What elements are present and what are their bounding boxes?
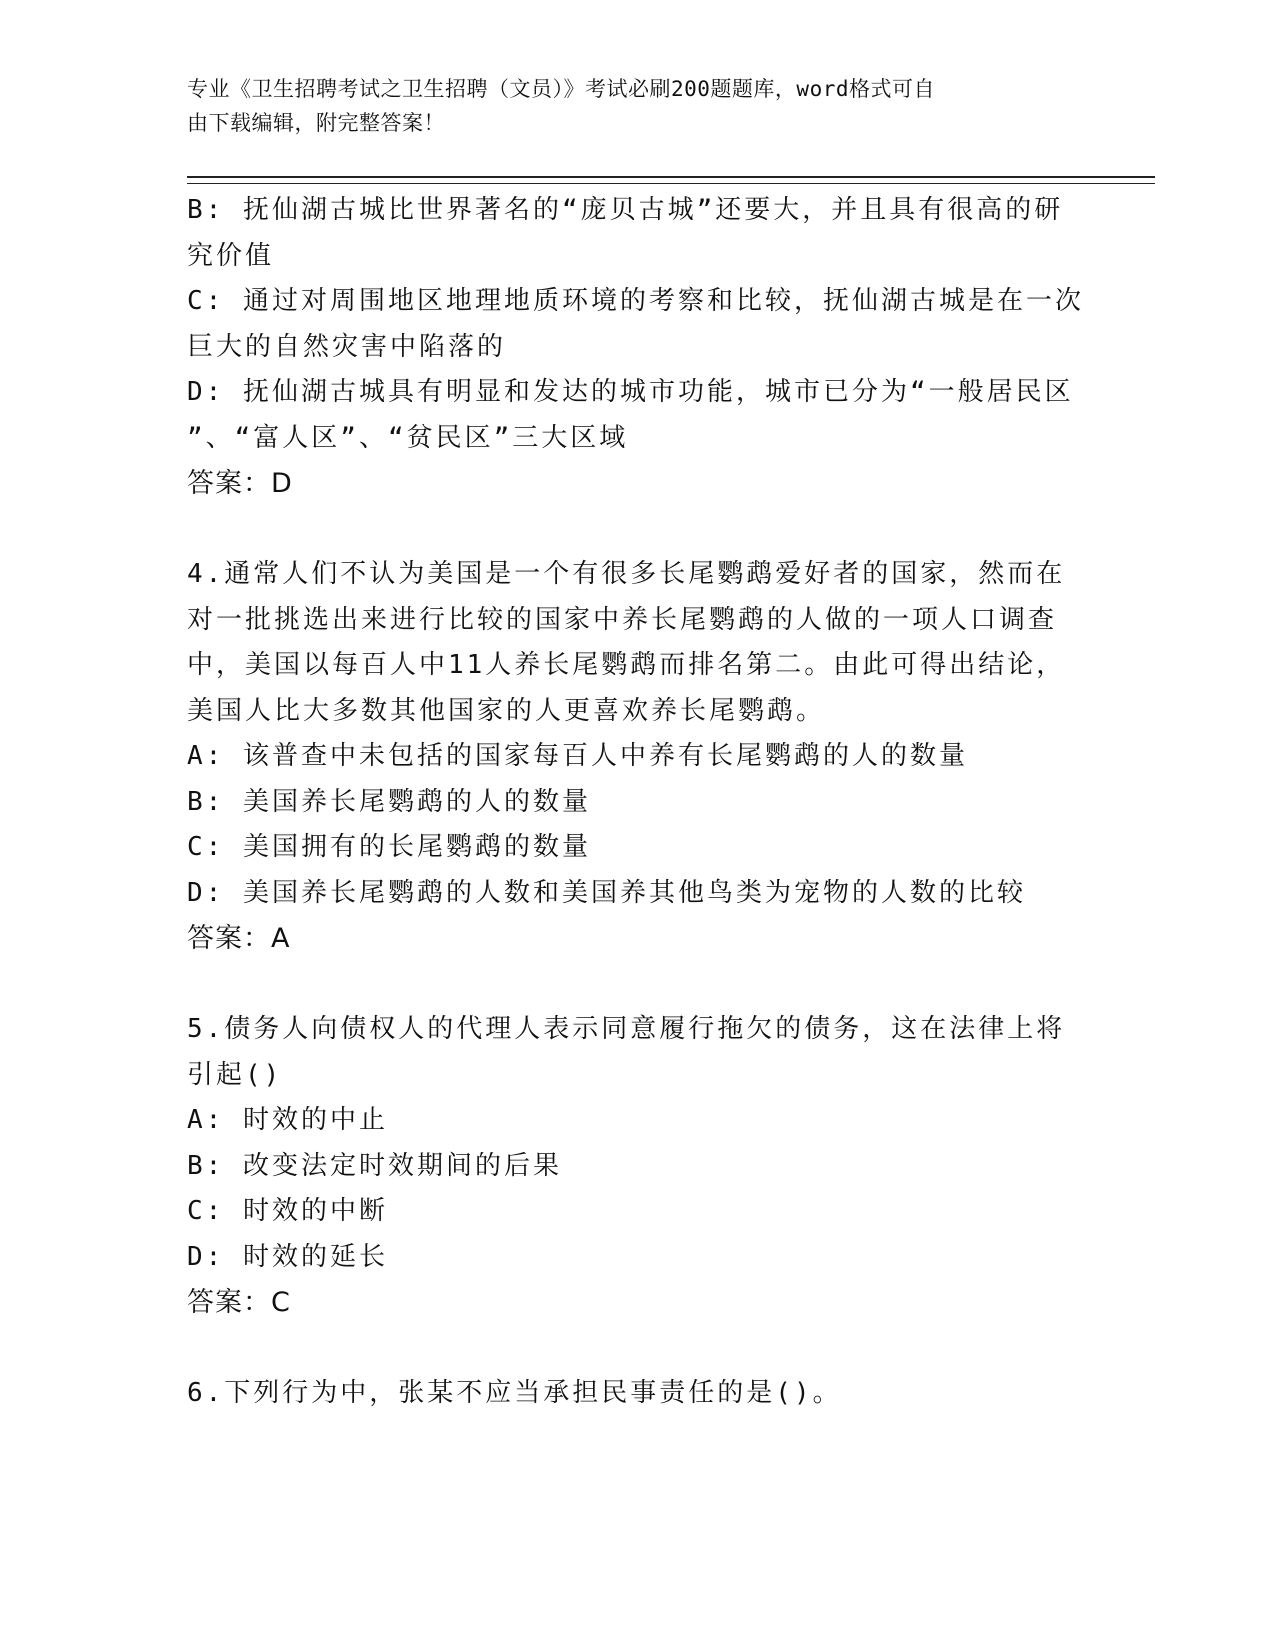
spacer: [187, 962, 1087, 1008]
spacer: [187, 507, 1087, 553]
q4-stem-line-1: 4.通常人们不认为美国是一个有很多长尾鹦鹉爱好者的国家，然而在: [187, 559, 1066, 589]
header-divider-thin: [187, 183, 1155, 184]
q3-option-d-line-1: D: 抚仙湖古城具有明显和发达的城市功能，城市已分为“一般居民区: [187, 377, 1074, 407]
document-body: [187, 188, 1087, 1417]
q4-stem-line-4: 美国人比大多数其他国家的人更喜欢养长尾鹦鹉。: [187, 695, 826, 726]
q5-option-d: D: 时效的延长: [187, 1241, 388, 1272]
document-header: [187, 72, 1067, 140]
q5-option-a: A: 时效的中止: [187, 1105, 388, 1135]
question-5: [187, 1007, 1087, 1326]
q4-option-d: D: 美国养长尾鹦鹉的人数和美国养其他鸟类为宠物的人数的比较: [187, 877, 1026, 908]
header-line-2: 由下载编辑，附完整答案！: [187, 111, 445, 135]
question-6: [187, 1371, 1087, 1417]
q4-option-a: A: 该普查中未包括的国家每百人中养有长尾鹦鹉的人的数量: [187, 741, 968, 771]
q5-answer: 答案：C: [187, 1287, 291, 1318]
q5-option-c: C: 时效的中断: [187, 1196, 388, 1226]
q5-stem-line-1: 5.债务人向债权人的代理人表示同意履行拖欠的债务，这在法律上将: [187, 1014, 1066, 1044]
q5-stem-line-2: 引起(): [187, 1059, 283, 1090]
q3-option-d-line-2: ”、“富人区”、“贫民区”三大区域: [187, 422, 629, 453]
q3-option-c-line-2: 巨大的自然灾害中陷落的: [187, 331, 507, 362]
q6-stem-line-1: 6.下列行为中，张某不应当承担民事责任的是()。: [187, 1378, 842, 1408]
q4-stem-line-3: 中，美国以每百人中11人养长尾鹦鹉而排名第二。由此可得出结论，: [187, 650, 1066, 680]
question-3-options: [187, 188, 1087, 507]
spacer: [187, 1326, 1087, 1372]
q4-stem-line-2: 对一批挑选出来进行比较的国家中养长尾鹦鹉的人做的一项人口调查: [187, 604, 1058, 635]
q4-answer: 答案：A: [187, 923, 291, 954]
header-line-1: 专业《卫生招聘考试之卫生招聘（文员）》考试必刷200题题库，word格式可自: [187, 77, 935, 101]
q3-option-b-line-1: B: 抚仙湖古城比世界著名的“庞贝古城”还要大，并且具有很高的研: [187, 195, 1064, 225]
question-4: [187, 552, 1087, 962]
q3-answer: 答案：D: [187, 468, 293, 499]
q3-option-b-line-2: 究价值: [187, 240, 275, 271]
q5-option-b: B: 改变法定时效期间的后果: [187, 1150, 562, 1181]
q4-option-c: C: 美国拥有的长尾鹦鹉的数量: [187, 832, 591, 862]
header-divider-thick: [187, 176, 1155, 178]
q4-option-b: B: 美国养长尾鹦鹉的人的数量: [187, 786, 591, 817]
q3-option-c-line-1: C: 通过对周围地区地理地质环境的考察和比较，抚仙湖古城是在一次: [187, 286, 1084, 316]
